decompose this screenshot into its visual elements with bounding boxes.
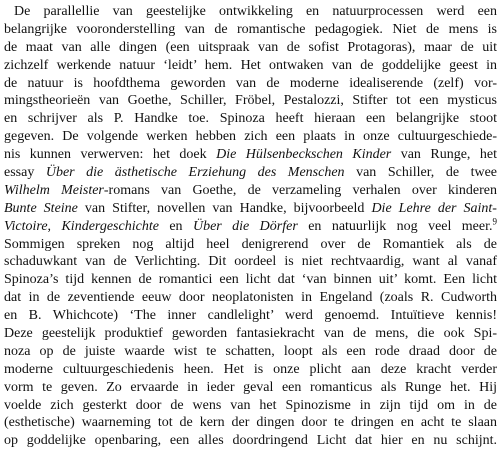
text-segment: essay: [4, 165, 46, 181]
text-line: [4, 128, 497, 146]
text-line: [4, 397, 497, 415]
text-line: [4, 432, 497, 450]
text-segment: Sommigen spreken nog altijd heel denigrerend over de Romantiek als de: [4, 236, 497, 252]
text-segment: schaduwkant van de Verlichting. Dit oordeel is niet rechtvaardig, want al vanaf: [4, 254, 497, 270]
text-line: [4, 253, 497, 271]
text-segment: Spinoza’s tijd kennen de romantici een licht dat ‘van binnen uit’ komt. Een licht: [4, 272, 497, 288]
text-line: [4, 3, 497, 21]
text-line: [4, 146, 497, 164]
text-line: [4, 110, 497, 128]
text-line: [4, 200, 497, 218]
text-segment: en B. Whichcote) ‘The inner candlelight’ werd genoemd. Intuïtieve kennis!: [4, 308, 497, 324]
text-line: [4, 75, 497, 93]
italic-title: Die Lehre der Saint-: [371, 200, 497, 216]
text-segment: op goddelijke openbaring, een alles doordringend Licht dat hier en nu schijnt.: [4, 433, 497, 449]
text-line: [4, 343, 497, 361]
italic-title: Kindergeschichte: [61, 218, 159, 234]
text-segment: van Schiller, de twee: [344, 165, 497, 181]
text-line: [4, 21, 497, 39]
italic-title: Über die Dörfer: [192, 218, 298, 234]
text-segment: en natuurlijk nog veel meer.: [297, 218, 493, 234]
text-segment: belangrijke vooronderstelling van de romantische pedagogiek. Niet de mens is: [4, 21, 497, 37]
text-segment: en schrijver als P. Handke toe. Spinoza heeft hieraan een belangrijke stoot: [4, 111, 497, 127]
text-segment: en: [158, 218, 193, 234]
text-segment: Deze geestelijk produktief geworden fantasiekracht van de mens, die ook Spi-: [4, 326, 497, 342]
text-line: [4, 39, 497, 57]
text-segment: van Stifter, novellen van Handke, bijvoorbeeld: [77, 200, 372, 216]
text-segment: de natuur is hoofdthema geworden van de moderne idealiserende (zelf) vor-: [4, 75, 497, 91]
italic-title: Victoire: [4, 218, 48, 234]
italic-title: Bunte Steine: [4, 200, 78, 216]
text-segment: dat in de zeventiende eeuw door neoplatonisten in Engeland (zoals R. Cudworth: [4, 290, 497, 306]
text-segment: De parallellie van geestelijke ontwikkeling en natuurprocessen werd een: [14, 4, 497, 19]
text-segment: (esthetische) waarneming tot de kern der dingen door te dringen en acht te slaan: [4, 415, 497, 431]
italic-title: Wilhelm Meister: [4, 182, 104, 198]
italic-title: Über die ästhetische Erziehung des Menschen: [45, 165, 345, 181]
text-segment: van Runge, het: [391, 147, 497, 163]
footnote-marker: 9: [492, 216, 498, 227]
text-segment: vorm te geven. Zo ervaarde in ieder geval een romanticus als Runge het. Hij: [4, 379, 497, 395]
text-line: [4, 379, 497, 397]
text-segment: noza op de juiste waarde wist te schatten, loopt als een rode draad door de: [4, 343, 497, 359]
text-segment: nis kunnen verwerven: het doek: [4, 147, 217, 163]
text-line: [4, 236, 497, 254]
text-segment: ,: [47, 218, 62, 234]
text-line: [4, 325, 497, 343]
text-line: [4, 361, 497, 379]
italic-title: Die Hülsenbeckschen Kinder: [216, 147, 392, 163]
text-segment: voelde zich gesterkt door de wens van het Spinozisme in zijn tijd om in de: [4, 397, 497, 413]
text-line: [4, 289, 497, 307]
text-line: [4, 164, 497, 182]
text-line: [4, 92, 497, 110]
text-segment: mingstheorieën van Goethe, Schiller, Fröbel, Pestalozzi, Stifter tot een mysticus: [4, 93, 497, 109]
text-segment: moderne cultuurgeschiedenis heen. Het is onze plicht aan deze kracht verder: [4, 361, 497, 377]
text-line: [4, 218, 497, 236]
text-line: [4, 57, 497, 75]
text-segment: de maat van alle dingen (een uitspraak van de sofist Protagoras), maar de uit: [4, 39, 497, 55]
text-segment: zichzelf werkende natuur ‘leidt’ hem. Het ontwaken van de goddelijke geest in: [4, 57, 497, 73]
text-segment: gegeven. De volgende werken hebben zich een plaats in onze cultuurgeschiede-: [4, 129, 497, 145]
text-line: [4, 182, 497, 200]
text-line: [4, 271, 497, 289]
text-segment: -romans van Goethe, de verzameling verhalen over kinderen: [103, 182, 497, 198]
text-line: [4, 414, 497, 432]
text-line: [4, 307, 497, 325]
